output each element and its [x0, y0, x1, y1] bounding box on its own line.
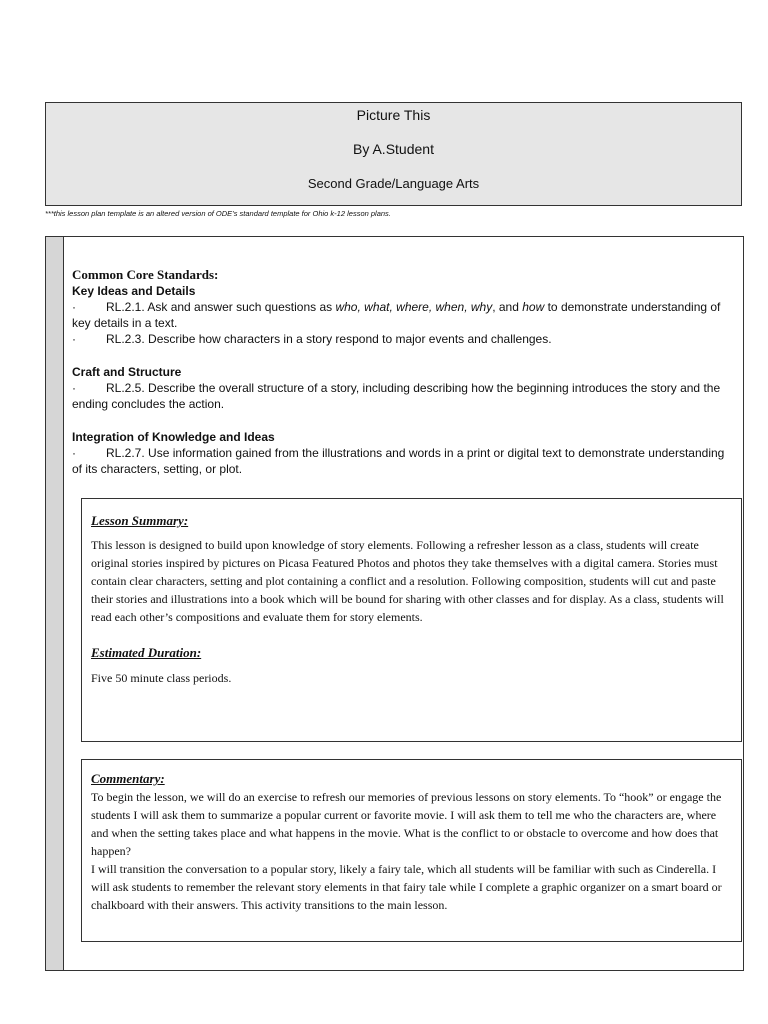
standards-section-heading: Integration of Knowledge and Ideas: [72, 430, 275, 444]
bullet-icon: ·: [72, 446, 76, 460]
lesson-summary-heading: Lesson Summary:: [91, 513, 189, 528]
commentary-box: [81, 759, 742, 942]
standard-item: [72, 299, 734, 331]
bullet-icon: ·: [72, 332, 76, 346]
commentary-paragraph-2: I will transition the conversation to a popular story, likely a fairy tale, which all students will be familiar with such as Cinderella. I will ask students to remember the relevant story elements in that fairy tale while I complete a graphic organizer on a smart board or chalkboard with their answers. This activity transitions to the main lesson.: [91, 862, 722, 912]
standard-item: [72, 331, 734, 347]
lesson-plan-table: [45, 236, 744, 971]
standards-list: [72, 283, 734, 477]
standard-text: who, what, where, when, why: [335, 300, 493, 314]
standards-section-heading: Craft and Structure: [72, 365, 182, 379]
standard-text: RL.2.5. Describe the overall structure of a story, including describing how the beginning introduces the story and the ending concludes the action.: [72, 381, 721, 411]
lesson-author: By A.Student: [353, 141, 434, 157]
standard-text: how: [522, 300, 545, 314]
standard-text: RL.2.7. Use information gained from the illustrations and words in a print or digital text to demonstrate understanding of its characters, setting, or plot.: [72, 446, 725, 476]
standard-text: to demonstrate understanding of key details in a text.: [72, 300, 721, 330]
standards-title: Common Core Standards:: [72, 267, 219, 282]
duration-heading: Estimated Duration:: [91, 645, 202, 660]
commentary-heading: Commentary:: [91, 771, 165, 786]
section-gap: [72, 412, 734, 429]
bullet-icon: ·: [72, 300, 76, 314]
table-gutter: [46, 237, 64, 970]
standards-section: [72, 267, 734, 477]
bullet-icon: ·: [72, 381, 76, 395]
standard-text: RL.2.1. Ask and answer such questions as: [106, 300, 336, 314]
standard-text: RL.2.3. Describe how characters in a story respond to major events and challenges.: [106, 332, 552, 346]
lesson-subject: Second Grade/Language Arts: [307, 176, 480, 191]
title-box: [45, 102, 742, 206]
standard-text: , and: [492, 300, 523, 314]
lesson-title: Picture This: [356, 107, 431, 123]
section-gap: [72, 347, 734, 364]
standards-section-heading: Key Ideas and Details: [72, 284, 196, 298]
standard-item: [72, 445, 734, 477]
standard-item: [72, 380, 734, 412]
template-note: ***this lesson plan template is an altered version of ODE’s standard template for Ohio k-12 lesson plans.: [45, 209, 391, 218]
lesson-summary-box: [81, 498, 742, 742]
duration-text: Five 50 minute class periods.: [91, 671, 232, 685]
lesson-summary-text: This lesson is designed to build upon knowledge of story elements. Following a refresher lesson as a class, students will create original stories inspired by pictures on Picasa Featured Photos and photos they take themselves with a digital camera. Stories must contain clear characters, setting and plot containing a conflict and a resolution. Following composition, students will cut and paste their stories and illustrations into a book which will be bound for sharing with other classes and for display. As a class, students will read each other’s compositions and evaluate them for story elements.: [91, 538, 724, 624]
commentary-paragraph-1: To begin the lesson, we will do an exercise to refresh our memories of previous lessons on story elements. To “hook” or engage the students I will ask them to summarize a popular current or favorite movie. I will ask them to tell me who the characters are, where and when the setting takes place and what happens in the movie. What is the conflict to or obstacle to overcome and how does that happen?: [91, 790, 722, 858]
